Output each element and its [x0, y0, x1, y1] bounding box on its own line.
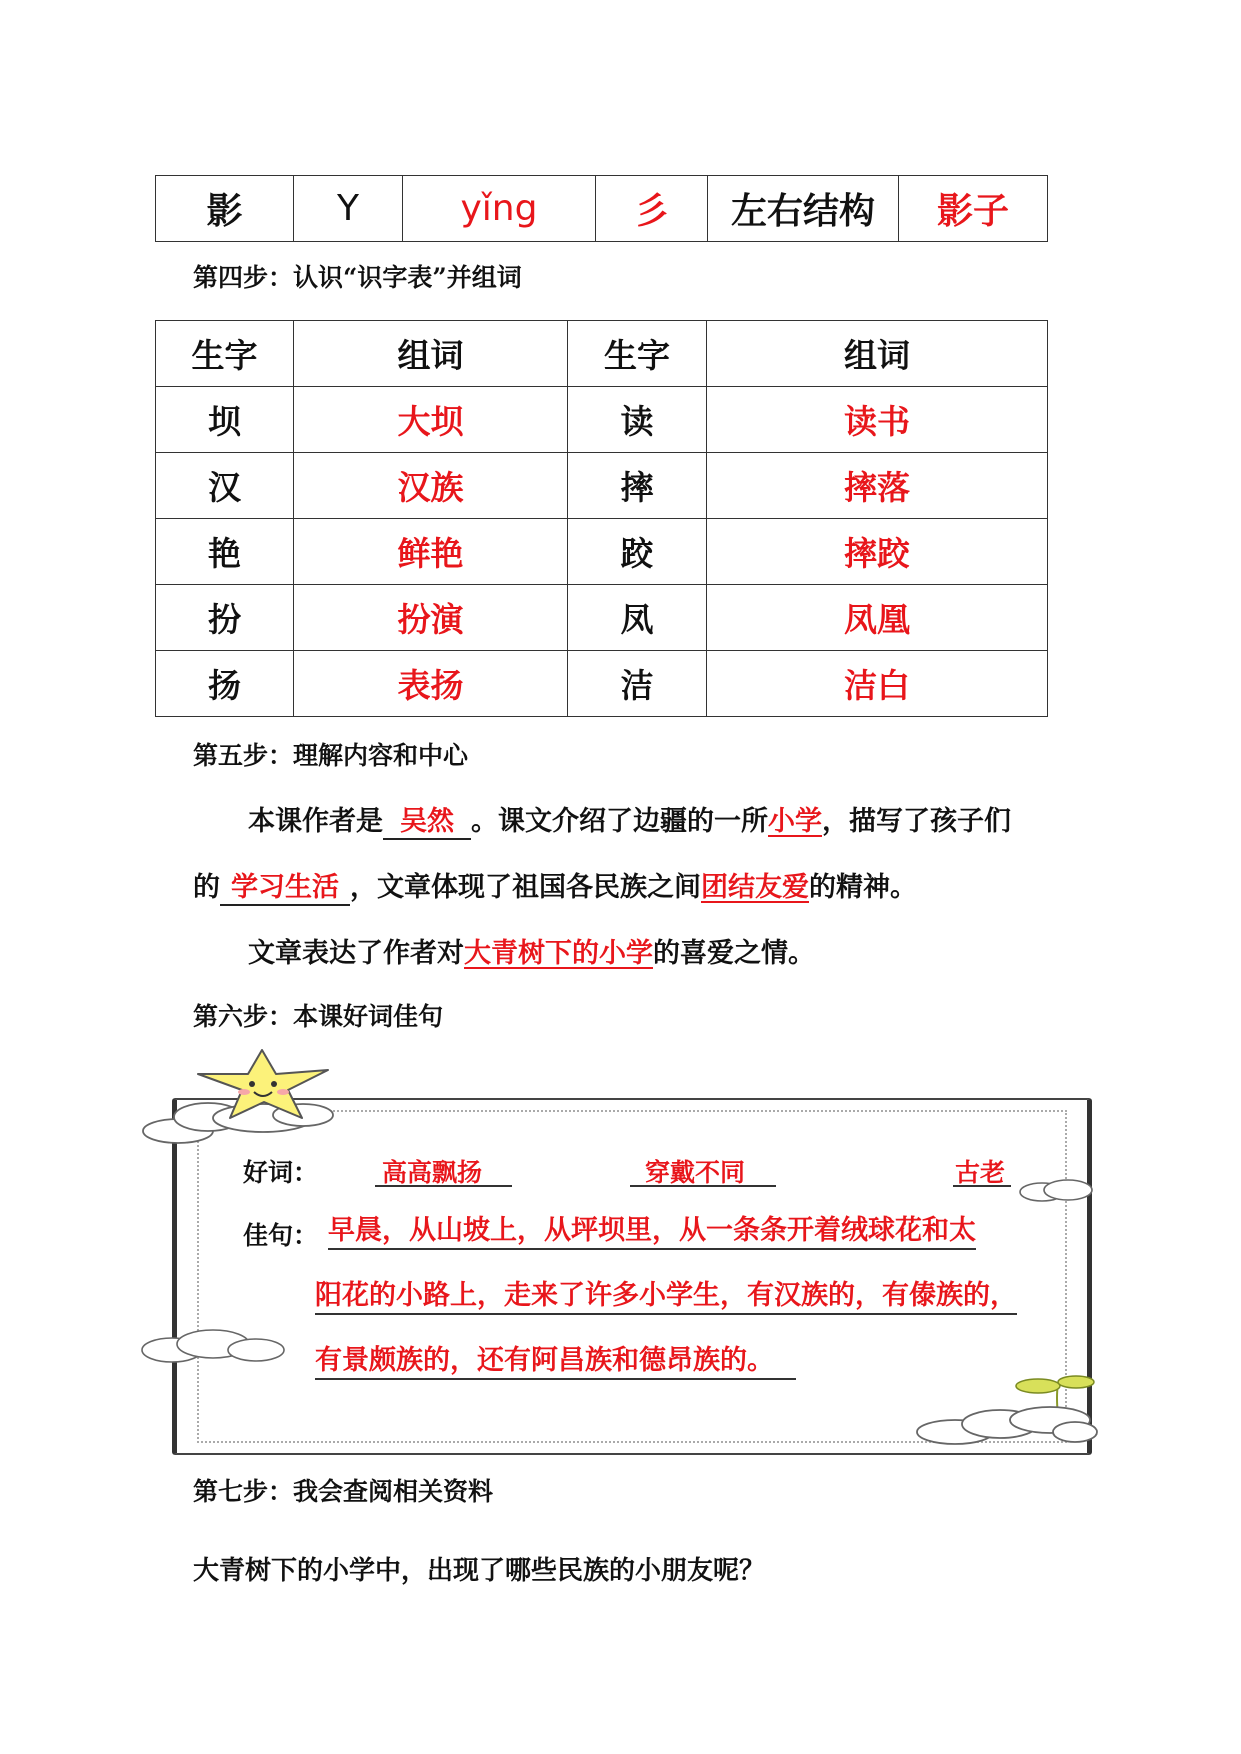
good-sentence-line-1: 早晨，从山坡上，从坪坝里，从一条条开着绒球花和太	[328, 1214, 976, 1250]
word-cell: 扮演	[294, 585, 568, 651]
word-cell: 鲜艳	[294, 519, 568, 585]
structure-cell: 左右结构	[708, 176, 899, 242]
table-row	[156, 387, 1048, 453]
para-text: ，描写了孩子们	[822, 806, 1011, 837]
target-answer: 大青树下的小学	[464, 938, 653, 969]
table-row	[156, 651, 1048, 717]
paragraph-content	[193, 865, 917, 906]
char-cell: 跤	[568, 519, 707, 585]
author-answer: 吴然	[383, 806, 471, 840]
good-word-3: 古老	[955, 1158, 1006, 1187]
para-text: ，文章体现了祖国各民族之间	[350, 872, 701, 903]
underline	[630, 1185, 776, 1187]
char-cell: 艳	[156, 519, 294, 585]
step7-heading: 第七步：我会查阅相关资料	[193, 1477, 494, 1506]
para-text: 本课作者是	[248, 806, 383, 837]
table-row	[156, 585, 1048, 651]
good-sentence-line-2: 阳花的小路上，走来了许多小学生，有汉族的，有傣族的，	[315, 1279, 1017, 1315]
character-info-table	[155, 175, 1048, 242]
good-words-label: 好词：	[243, 1158, 319, 1187]
star-icon	[190, 1046, 340, 1126]
school-answer: 小学	[768, 806, 822, 837]
good-word-2: 穿戴不同	[645, 1158, 746, 1187]
table-row	[156, 176, 1048, 242]
step5-heading: 第五步：理解内容和中心	[193, 741, 469, 770]
cloud-decoration	[138, 1318, 288, 1373]
table-row	[156, 519, 1048, 585]
good-sentence-line-3: 有景颇族的，还有阿昌族和德昂族的。	[315, 1344, 796, 1380]
char-cell: 汉	[156, 453, 294, 519]
paragraph-author	[248, 799, 1011, 840]
character-cell: 影	[156, 176, 294, 242]
char-cell: 摔	[568, 453, 707, 519]
table-header-row	[156, 321, 1048, 387]
radical-cell: 彡	[596, 176, 708, 242]
para-text: 的喜爱之情。	[653, 938, 815, 969]
underline	[375, 1185, 512, 1187]
cloud-decoration	[1016, 1168, 1096, 1208]
para-text: 。课文介绍了边疆的一所	[471, 806, 768, 837]
header-char-2: 生字	[568, 321, 707, 387]
good-word-1: 高高飘扬	[382, 1158, 483, 1187]
word-formation-table	[155, 320, 1048, 717]
word-cell: 大坝	[294, 387, 568, 453]
char-cell: 扬	[156, 651, 294, 717]
sprout-cloud-decoration	[910, 1372, 1100, 1452]
pinyin-cell: yǐng	[403, 176, 596, 242]
life-answer: 学习生活	[220, 872, 350, 906]
header-word-2: 组词	[707, 321, 1048, 387]
word-cell: 影子	[899, 176, 1048, 242]
table-row	[156, 453, 1048, 519]
char-cell: 凤	[568, 585, 707, 651]
char-cell: 坝	[156, 387, 294, 453]
good-sentence-label: 佳句：	[243, 1221, 319, 1250]
question-text: 大青树下的小学中，出现了哪些民族的小朋友呢？	[193, 1556, 766, 1586]
word-cell: 汉族	[294, 453, 568, 519]
letter-cell: Y	[294, 176, 403, 242]
word-cell: 表扬	[294, 651, 568, 717]
word-cell: 洁白	[707, 651, 1048, 717]
underline	[953, 1185, 1011, 1187]
step6-heading: 第六步：本课好词佳句	[193, 1002, 444, 1031]
char-cell: 读	[568, 387, 707, 453]
para-text: 的	[193, 872, 220, 903]
paragraph-emotion	[248, 931, 815, 970]
char-cell: 洁	[568, 651, 707, 717]
unity-answer: 团结友爱	[701, 872, 809, 903]
header-word-1: 组词	[294, 321, 568, 387]
char-cell: 扮	[156, 585, 294, 651]
step4-heading: 第四步：认识“识字表”并组词	[193, 263, 522, 292]
word-cell: 读书	[707, 387, 1048, 453]
header-char-1: 生字	[156, 321, 294, 387]
para-text: 文章表达了作者对	[248, 938, 464, 969]
word-cell: 凤凰	[707, 585, 1048, 651]
word-cell: 摔落	[707, 453, 1048, 519]
word-cell: 摔跤	[707, 519, 1048, 585]
para-text: 的精神。	[809, 872, 917, 903]
